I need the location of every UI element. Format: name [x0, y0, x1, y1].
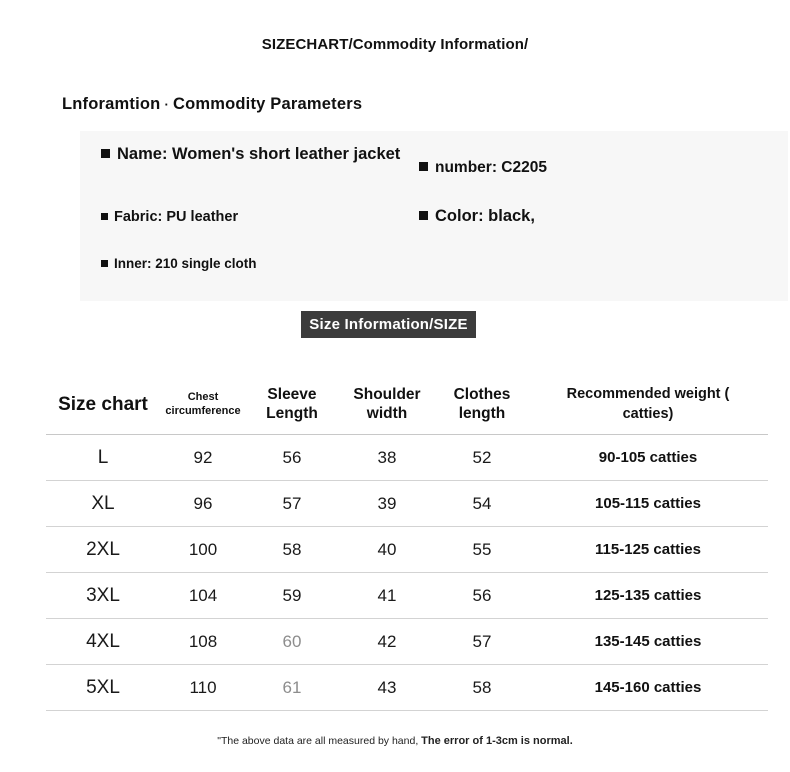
table-row — [46, 481, 768, 527]
parameter-number-label: number: C2205 — [435, 159, 547, 176]
footnote-part2: The error of 1-3cm is normal. — [421, 735, 573, 747]
column-header-clothes-length — [436, 376, 528, 435]
cell-size: 5XL — [86, 676, 120, 698]
cell-sleeve: 61 — [282, 677, 302, 697]
table-row — [46, 527, 768, 573]
column-header-rec-line1: Recommended weight ( — [566, 386, 730, 403]
cell-chest: 100 — [188, 539, 218, 559]
cell-shoulder: 42 — [377, 631, 397, 651]
footnote-part1: "The above data are all measured by hand, — [217, 735, 419, 747]
column-header-shoulder-line1: Shoulder — [353, 386, 421, 404]
parameter-color-label: Color: black, — [435, 207, 535, 225]
square-bullet-icon — [101, 260, 108, 267]
square-bullet-icon — [419, 162, 428, 171]
square-bullet-icon — [419, 211, 428, 220]
cell-shoulder: 41 — [377, 585, 397, 605]
cell-length: 55 — [472, 539, 492, 559]
parameter-name-label: Name: Women's short leather jacket — [117, 145, 401, 163]
table-row — [46, 435, 768, 481]
information-heading — [62, 95, 362, 114]
parameter-name — [101, 144, 401, 165]
parameter-inner — [101, 256, 257, 273]
parameter-number — [419, 158, 547, 177]
cell-sleeve: 59 — [282, 585, 302, 605]
column-header-shoulder-line2: width — [366, 405, 408, 422]
size-information-banner: Size Information/SIZE — [301, 311, 476, 338]
column-header-recommended-weight — [528, 376, 768, 435]
column-header-sleeve-line2: Length — [266, 405, 318, 422]
separator-dot: · — [164, 97, 169, 113]
column-header-shoulder-width — [338, 376, 436, 435]
table-row — [46, 619, 768, 665]
square-bullet-icon — [101, 213, 108, 220]
cell-size: 4XL — [86, 630, 120, 652]
cell-sleeve: 57 — [282, 493, 302, 513]
cell-sleeve: 60 — [282, 631, 302, 651]
information-heading-right: Commodity Parameters — [172, 95, 363, 113]
page-title: SIZECHART/Commodity Information/ — [261, 36, 529, 53]
cell-chest: 108 — [188, 631, 218, 651]
table-row — [46, 665, 768, 711]
cell-chest: 92 — [193, 447, 213, 467]
cell-length: 57 — [472, 631, 492, 651]
cell-length: 52 — [472, 447, 492, 467]
column-header-sleeve-length — [246, 376, 338, 435]
cell-weight: 90-105 catties — [598, 449, 698, 466]
column-header-size-chart: Size chart — [58, 394, 148, 415]
cell-weight: 115-125 catties — [595, 541, 701, 558]
cell-shoulder: 38 — [377, 447, 397, 467]
table-header — [46, 376, 768, 435]
cell-size: L — [97, 446, 109, 468]
column-header-chest — [160, 376, 246, 435]
cell-weight: 135-145 catties — [594, 633, 702, 650]
square-bullet-icon — [101, 149, 110, 158]
column-header-chest-line1: Chest — [187, 391, 219, 404]
cell-weight: 125-135 catties — [594, 587, 702, 604]
cell-size: 2XL — [86, 538, 120, 560]
column-header-sleeve-line1: Sleeve — [267, 386, 317, 404]
cell-shoulder: 43 — [377, 677, 397, 697]
column-header-chest-line2: circumference — [165, 405, 241, 417]
cell-length: 58 — [472, 677, 492, 697]
cell-size: XL — [91, 492, 115, 514]
cell-shoulder: 40 — [377, 539, 397, 559]
cell-chest: 110 — [189, 677, 217, 697]
parameter-fabric-label: Fabric: PU leather — [114, 209, 239, 225]
size-chart-table — [46, 376, 768, 711]
cell-shoulder: 39 — [377, 493, 397, 513]
cell-length: 56 — [472, 585, 492, 605]
cell-size: 3XL — [86, 584, 120, 606]
cell-weight: 105-115 catties — [595, 495, 701, 512]
measurement-footnote — [0, 735, 790, 747]
information-heading-left: Lnforamtion — [62, 95, 161, 113]
table-row — [46, 573, 768, 619]
cell-chest: 104 — [188, 585, 218, 605]
table-body — [46, 435, 768, 711]
parameter-color — [419, 206, 535, 227]
column-header-clothes-line1: Clothes — [453, 386, 511, 404]
column-header-clothes-line2: length — [458, 405, 506, 422]
cell-chest: 96 — [193, 493, 213, 513]
cell-length: 54 — [472, 493, 492, 513]
column-header-rec-line2: catties) — [622, 406, 674, 422]
table-header-row — [46, 376, 768, 435]
cell-sleeve: 58 — [282, 539, 302, 559]
cell-sleeve: 56 — [282, 447, 302, 467]
parameter-fabric — [101, 208, 238, 226]
parameter-inner-label: Inner: 210 single cloth — [114, 256, 257, 271]
cell-weight: 145-160 catties — [594, 679, 702, 696]
